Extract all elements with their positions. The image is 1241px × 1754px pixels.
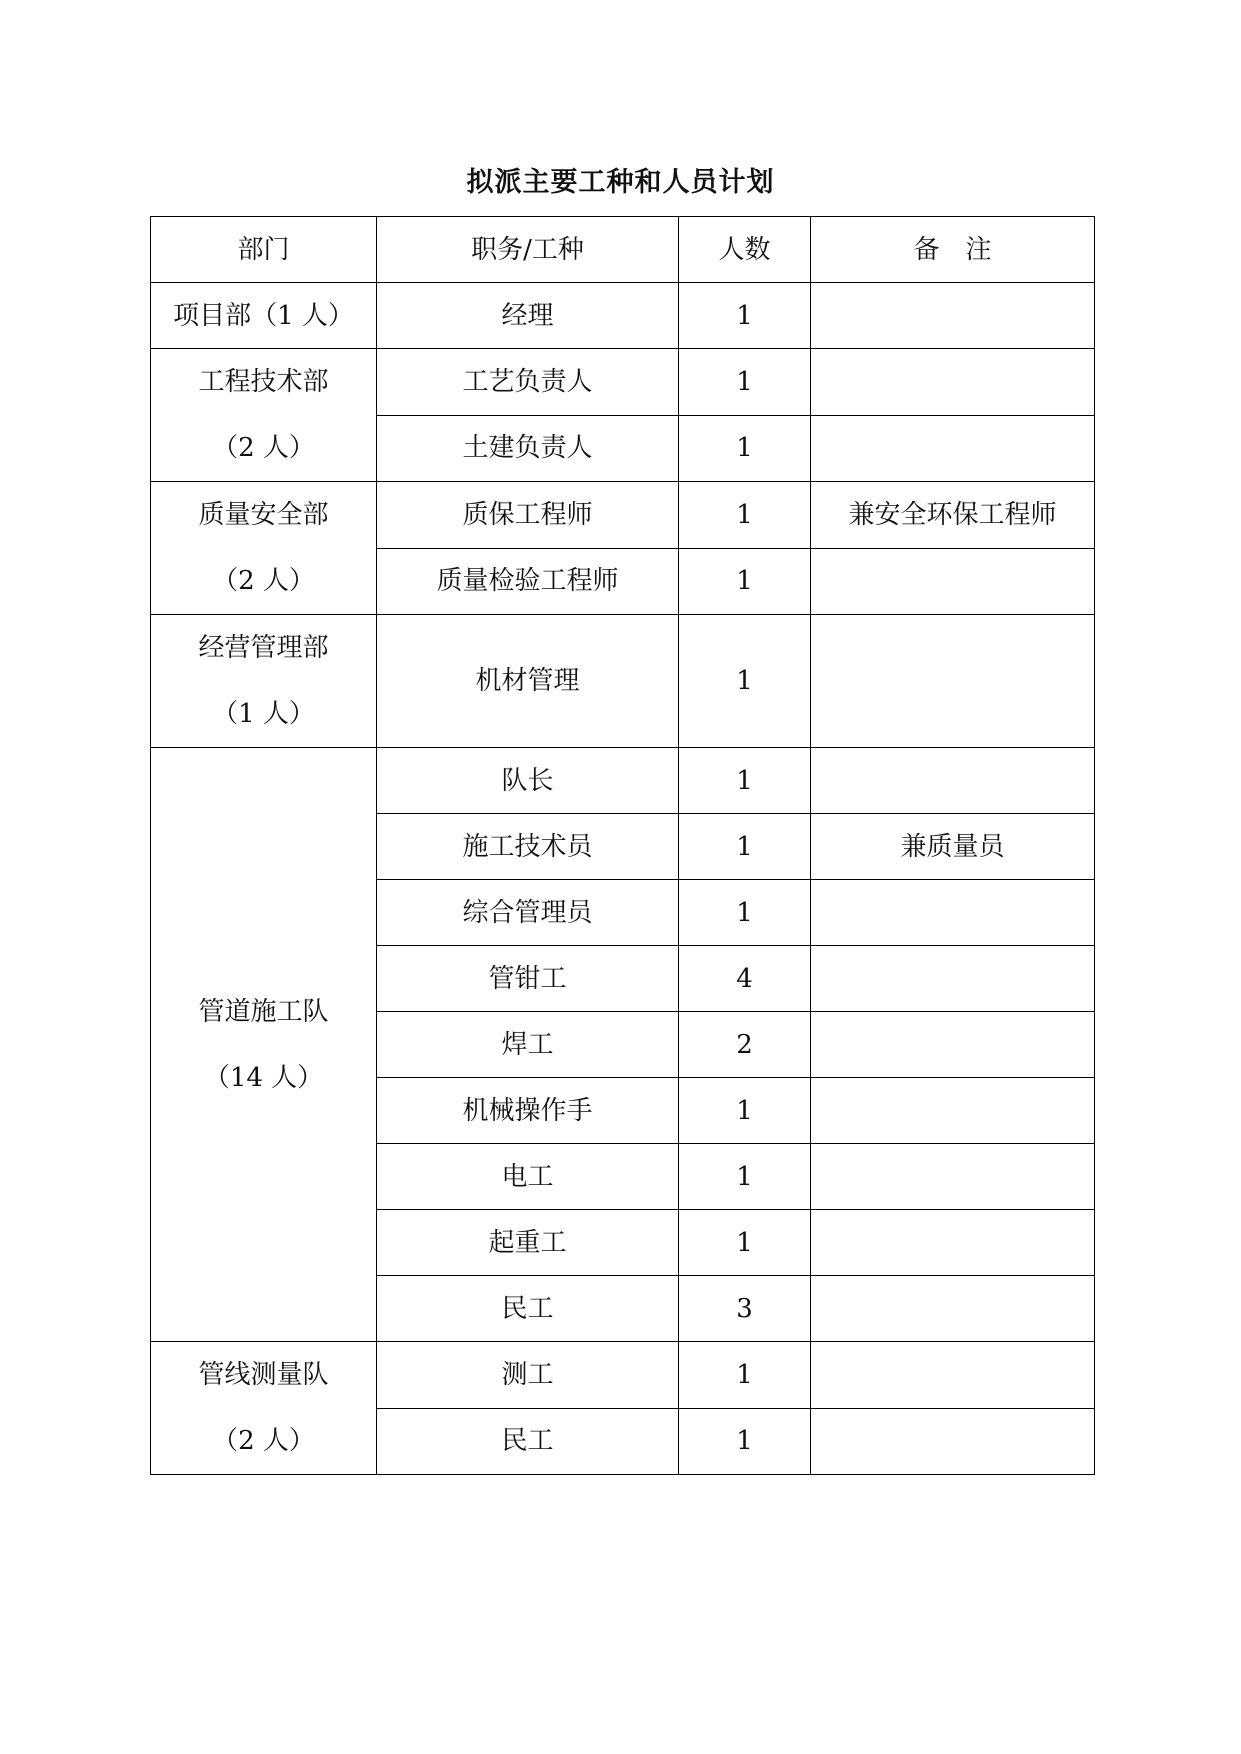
table-header-row <box>151 217 1095 283</box>
position-cell: 电工 <box>377 1144 679 1210</box>
dept-name: 管道施工队 <box>198 996 329 1027</box>
dept-cell <box>151 748 377 1342</box>
dept-name: 管线测量队 <box>198 1360 329 1390</box>
dept-name: 质量安全部 <box>198 500 329 530</box>
dept-headcount: （1 人） <box>212 699 315 729</box>
header-count: 人数 <box>679 217 811 283</box>
position-cell: 起重工 <box>377 1210 679 1276</box>
position-cell: 经理 <box>377 283 679 349</box>
count-cell: 2 <box>679 1012 811 1078</box>
position-cell: 民工 <box>377 1276 679 1342</box>
header-position: 职务/工种 <box>377 217 679 283</box>
remark-cell: 兼安全环保工程师 <box>811 482 1095 549</box>
dept-name: 经营管理部 <box>198 633 329 663</box>
position-cell: 民工 <box>377 1408 679 1475</box>
count-cell: 1 <box>679 615 811 748</box>
count-cell: 1 <box>679 1078 811 1144</box>
table-row <box>151 748 1095 814</box>
staffing-table <box>150 216 1095 1475</box>
dept-cell <box>151 615 377 748</box>
remark-cell: 兼质量员 <box>811 814 1095 880</box>
dept-cell <box>151 1342 377 1475</box>
position-cell: 质保工程师 <box>377 482 679 549</box>
remark-cell <box>811 415 1095 482</box>
count-cell: 1 <box>679 1342 811 1409</box>
position-cell: 土建负责人 <box>377 415 679 482</box>
remark-cell <box>811 1342 1095 1409</box>
count-cell: 1 <box>679 415 811 482</box>
remark-cell <box>811 946 1095 1012</box>
remark-cell <box>811 1012 1095 1078</box>
dept-cell <box>151 482 377 615</box>
table-row <box>151 615 1095 748</box>
position-cell: 质量检验工程师 <box>377 548 679 615</box>
count-cell: 4 <box>679 946 811 1012</box>
remark-cell <box>811 1144 1095 1210</box>
position-cell: 测工 <box>377 1342 679 1409</box>
count-cell: 1 <box>679 548 811 615</box>
dept-headcount: （2 人） <box>212 433 315 463</box>
table-row <box>151 482 1095 549</box>
count-cell: 3 <box>679 1276 811 1342</box>
remark-cell <box>811 548 1095 615</box>
table-row <box>151 1342 1095 1409</box>
dept-headcount: （2 人） <box>212 1426 315 1456</box>
position-cell: 管钳工 <box>377 946 679 1012</box>
count-cell: 1 <box>679 880 811 946</box>
table-row <box>151 283 1095 349</box>
table-row <box>151 349 1095 416</box>
position-cell: 施工技术员 <box>377 814 679 880</box>
remark-cell <box>811 880 1095 946</box>
remark-cell <box>811 283 1095 349</box>
header-department: 部门 <box>151 217 377 283</box>
dept-name: 工程技术部 <box>198 367 329 397</box>
count-cell: 1 <box>679 1144 811 1210</box>
count-cell: 1 <box>679 283 811 349</box>
position-cell: 机械操作手 <box>377 1078 679 1144</box>
position-cell: 工艺负责人 <box>377 349 679 416</box>
position-cell: 综合管理员 <box>377 880 679 946</box>
dept-cell <box>151 283 377 349</box>
count-cell: 1 <box>679 748 811 814</box>
position-cell: 焊工 <box>377 1012 679 1078</box>
remark-cell <box>811 349 1095 416</box>
position-cell: 队长 <box>377 748 679 814</box>
remark-cell <box>811 1078 1095 1144</box>
header-remark: 备 注 <box>811 217 1095 283</box>
remark-cell <box>811 615 1095 748</box>
count-cell: 1 <box>679 349 811 416</box>
remark-cell <box>811 748 1095 814</box>
page-title: 拟派主要工种和人员计划 <box>466 167 775 198</box>
count-cell: 1 <box>679 1210 811 1276</box>
remark-cell <box>811 1276 1095 1342</box>
dept-cell <box>151 349 377 482</box>
dept-headcount: （14 人） <box>203 1062 324 1093</box>
dept-name: 项目部（1 人） <box>173 300 354 331</box>
remark-cell <box>811 1210 1095 1276</box>
count-cell: 1 <box>679 814 811 880</box>
count-cell: 1 <box>679 1408 811 1475</box>
dept-headcount: （2 人） <box>212 566 315 596</box>
count-cell: 1 <box>679 482 811 549</box>
position-cell: 机材管理 <box>377 615 679 748</box>
remark-cell <box>811 1408 1095 1475</box>
